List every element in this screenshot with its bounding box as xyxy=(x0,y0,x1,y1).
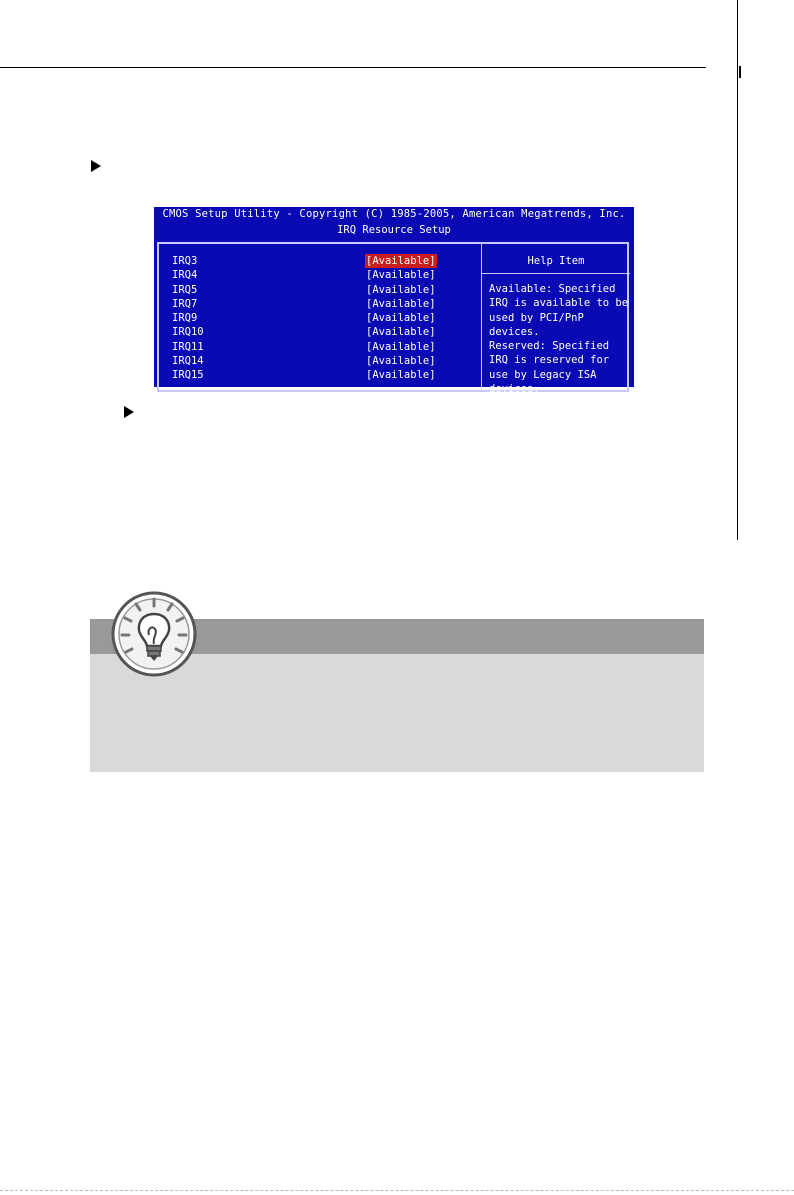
irq-value[interactable]: [Available] xyxy=(366,340,436,353)
irq-row[interactable] xyxy=(172,354,472,368)
irq-row[interactable] xyxy=(172,340,472,354)
irq-name: IRQ14 xyxy=(172,355,204,368)
bios-help-rule xyxy=(482,273,630,274)
irq-name: IRQ11 xyxy=(172,340,204,353)
bios-title: CMOS Setup Utility - Copyright (C) 1985-2005, American Megatrends, Inc. xyxy=(162,208,626,220)
bios-subtitle: IRQ Resource Setup xyxy=(337,224,451,236)
irq-row[interactable] xyxy=(172,311,472,325)
irq-name: IRQ10 xyxy=(172,326,204,339)
page-bottom-rule xyxy=(0,1190,794,1191)
help-line: Reserved: Specified xyxy=(489,340,610,353)
lightbulb-icon xyxy=(108,588,200,680)
irq-value[interactable]: [Available] xyxy=(366,255,436,267)
irq-name: IRQ3 xyxy=(172,255,198,267)
help-line: devices. xyxy=(489,325,540,338)
help-line: used by PCI/PnP xyxy=(489,311,584,324)
help-title: Help Item xyxy=(527,255,585,267)
bullet-arrow-icon xyxy=(124,406,134,418)
irq-name: IRQ4 xyxy=(172,269,198,282)
irq-row[interactable] xyxy=(172,254,472,268)
irq-row[interactable] xyxy=(172,283,472,297)
irq-name: IRQ7 xyxy=(172,297,198,310)
bullet-arrow-icon xyxy=(91,160,101,172)
help-text xyxy=(489,282,634,396)
help-line: IRQ is available to be xyxy=(489,297,629,310)
side-rule xyxy=(737,0,738,540)
irq-row[interactable] xyxy=(172,325,472,339)
header-rule xyxy=(0,67,706,68)
irq-row[interactable] xyxy=(172,268,472,282)
help-line: Available: Specified xyxy=(489,283,616,295)
irq-row[interactable] xyxy=(172,297,472,311)
irq-value[interactable]: [Available] xyxy=(366,312,436,325)
irq-name: IRQ5 xyxy=(172,283,198,296)
irq-value[interactable]: [Available] xyxy=(366,283,436,296)
help-line: IRQ is reserved for xyxy=(489,354,610,367)
irq-value[interactable]: [Available] xyxy=(366,297,436,310)
irq-value[interactable]: [Available] xyxy=(366,355,436,368)
help-line: devices. xyxy=(489,383,540,396)
help-line: use by Legacy ISA xyxy=(489,368,597,381)
bios-screenshot xyxy=(154,207,634,396)
irq-value[interactable]: [Available] xyxy=(366,269,436,282)
irq-row[interactable] xyxy=(172,368,472,382)
irq-name: IRQ9 xyxy=(172,312,198,325)
irq-value[interactable]: [Available] xyxy=(366,326,436,339)
irq-value[interactable]: [Available] xyxy=(366,369,436,382)
side-tick xyxy=(739,66,741,78)
irq-name: IRQ15 xyxy=(172,369,204,382)
irq-list xyxy=(172,254,472,383)
